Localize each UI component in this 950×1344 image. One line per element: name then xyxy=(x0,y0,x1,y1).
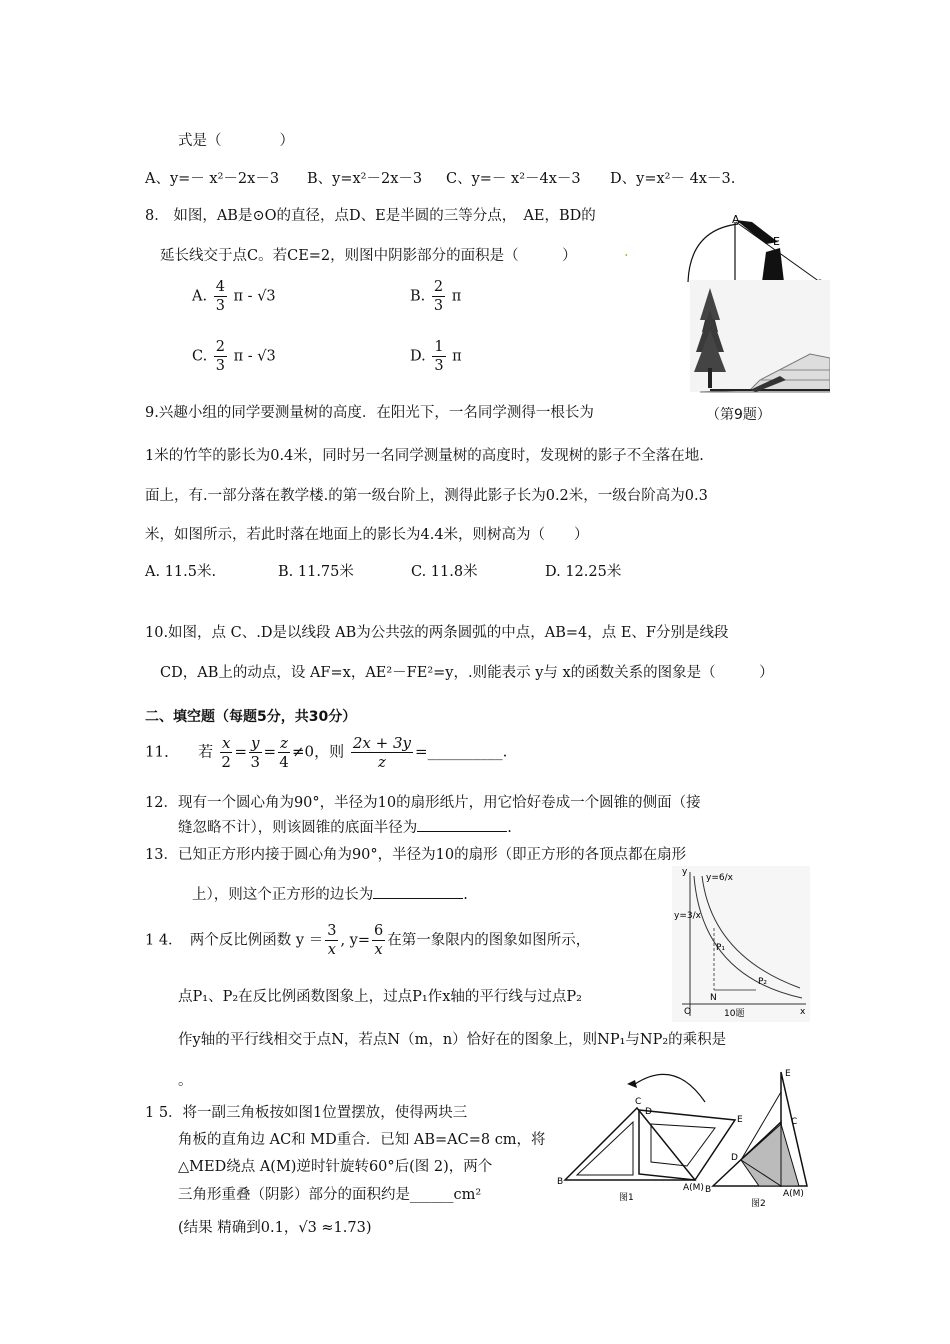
svg-text:E: E xyxy=(737,1115,743,1125)
q8-fig-label-e: E xyxy=(773,235,780,248)
q14-line2: 点P₁、P₂在反比例函数图象上，过点P₁作x轴的平行线与过点P₂ xyxy=(178,989,582,1005)
svg-text:图2: 图2 xyxy=(751,1199,766,1209)
q14-line1: 1 4． 两个反比例函数 y ＝ $\frac{3}{x}$ , y= $\frac{6}{x}$ 在第一象限内的图象如图所示， xyxy=(145,923,591,958)
q7-stem-tail: 式是（ ） xyxy=(178,133,294,149)
q8-option-b: B. $\frac{2}{3}$ π xyxy=(410,279,462,314)
svg-text:10题: 10题 xyxy=(724,1009,745,1019)
q9-line2: 1米的竹竿的影长为0.4米，同时另一名同学测量树的高度时，发现树的影子不全落在地. xyxy=(145,448,704,464)
q8-dot: . xyxy=(624,244,629,260)
q9-option-c: C. 11.8米 xyxy=(411,564,478,580)
q8-line2: 延长线交于点C。若CE=2，则图中阴影部分的面积是（ ） xyxy=(160,248,577,264)
q9-line3: 面上，有.一部分落在教学楼.的第一级台阶上，测得此影子长为0.2米，一级台阶高为0.3 xyxy=(145,488,708,504)
q14-line4: 。 xyxy=(178,1073,193,1089)
q8-option-d: D. $\frac{1}{3}$ π xyxy=(410,339,462,374)
q7-option-d: D、y=x²－ 4x－3. xyxy=(610,171,736,187)
svg-text:A(M): A(M) xyxy=(683,1183,704,1193)
q10-line1: 10.如图，点 C、.D是以线段 AB为公共弦的两条圆弧的中点，AB=4，点 E、F分别是线段 xyxy=(145,625,729,641)
q9-option-a: A. 11.5米. xyxy=(145,564,217,580)
svg-text:P₂: P₂ xyxy=(758,977,768,987)
svg-text:N: N xyxy=(710,993,717,1003)
q12-line1: 12．现有一个圆心角为90°，半径为10的扇形纸片，用它恰好卷成一个圆锥的侧面（接 xyxy=(145,795,701,811)
q15-line1: 1 5．将一副三角板按如图1位置摆放，使得两块三 xyxy=(145,1105,468,1121)
q15-line3: △MED绕点 A(M)逆时针旋转60°后(图 2)，两个 xyxy=(178,1159,493,1175)
q8-option-a: A. $\frac{4}{3}$ π - √3 xyxy=(192,279,276,314)
svg-text:P₁: P₁ xyxy=(716,943,726,953)
svg-text:D: D xyxy=(645,1107,652,1117)
q14-line3: 作y轴的平行线相交于点N，若点N（m，n）恰好在的图象上，则NP₁与NP₂的乘积是 xyxy=(178,1032,727,1048)
q13-line1: 13．已知正方形内接于圆心角为90°，半径为10的扇形（即正方形的各顶点都在扇形 xyxy=(145,847,687,863)
svg-text:E: E xyxy=(785,1069,791,1079)
q15-line5: (结果 精确到0.1，√3 ≈1.73) xyxy=(178,1220,372,1236)
svg-text:B: B xyxy=(557,1177,564,1187)
svg-text:C: C xyxy=(635,1097,642,1107)
q15-line4: 三角形重叠（阴影）部分的面积约是______cm² xyxy=(178,1187,482,1203)
q8-fig-label-a: A xyxy=(732,213,740,226)
q7-option-a: A、y=－ x²－2x－3 xyxy=(145,171,280,187)
q7-option-c: C、y=－ x²－4x－3 xyxy=(446,171,581,187)
q9-option-b: B. 11.75米 xyxy=(278,564,354,580)
q7-option-b: B、y=x²－2x－3 xyxy=(307,171,423,187)
q8-option-c: C. $\frac{2}{3}$ π - √3 xyxy=(192,339,276,374)
svg-text:A(M): A(M) xyxy=(783,1189,804,1199)
svg-text:D: D xyxy=(731,1153,738,1163)
q9-line4: 米，如图所示，若此时落在地面上的影长为4.4米，则树高为（ ） xyxy=(145,527,589,543)
svg-text:B: B xyxy=(705,1185,712,1195)
q14-figure xyxy=(672,866,810,1022)
svg-text:O: O xyxy=(684,1007,692,1017)
q9-line1: 9.兴趣小组的同学要测量树的高度．在阳光下，一名同学测得一根长为 xyxy=(145,405,594,421)
svg-text:x: x xyxy=(800,1007,806,1017)
q8-line1: 8. 如图，AB是⊙O的直径，点D、E是半圆的三等分点， AE，BD的 xyxy=(145,208,596,224)
q8-figure xyxy=(680,212,830,290)
svg-text:y: y xyxy=(682,867,688,877)
svg-text:图1: 图1 xyxy=(619,1193,634,1203)
svg-text:y=3/x: y=3/x xyxy=(674,911,701,921)
svg-text:y=6/x: y=6/x xyxy=(706,873,733,883)
section-title: 二、填空题（每题5分，共30分） xyxy=(145,709,357,725)
q15-figure xyxy=(555,1062,815,1212)
svg-text:C: C xyxy=(791,1117,798,1127)
q15-line2: 角板的直角边 AC和 MD重合．已知 AB=AC=8 cm，将 xyxy=(178,1132,546,1148)
q10-line2: CD，AB上的动点，设 AF=x，AE²－FE²=y，.则能表示 y与 x的函数关系的图象是（ ） xyxy=(160,665,774,681)
q9-option-d: D. 12.25米 xyxy=(545,564,622,580)
q13-line2: 上），则这个正方形的边长为 . xyxy=(192,883,468,904)
q12-line2: 缝忽略不计），则该圆锥的底面半径为 . xyxy=(178,816,512,837)
q9-figure-caption: （第9题） xyxy=(706,407,771,423)
q11: 11． 若 $\frac{x}{2}$ = $\frac{y}{3}$ = $\frac{z}{4}$ ≠0，则 $\frac{2x + 3y}{z}$ =__________. xyxy=(145,734,508,771)
